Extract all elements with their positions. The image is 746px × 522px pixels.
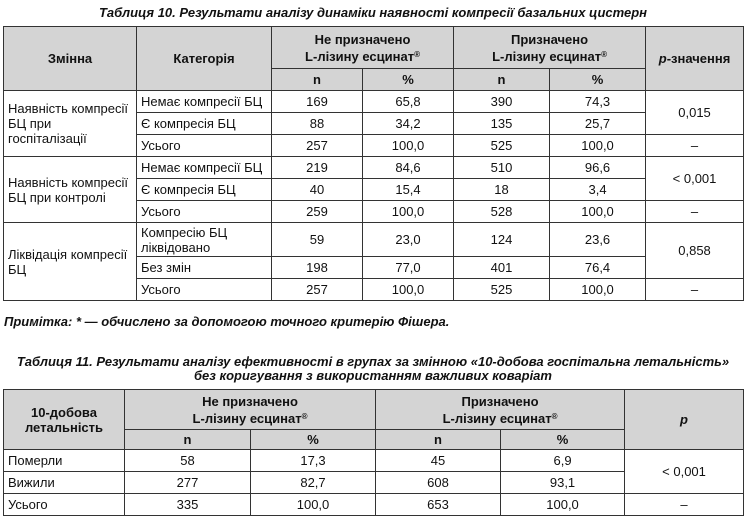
n-cell: 335 — [125, 494, 251, 516]
pct-cell: 23,0 — [363, 223, 454, 257]
n-cell: 219 — [272, 157, 363, 179]
n-cell: 653 — [376, 494, 501, 516]
category-cell: Немає компресії БЦ — [137, 91, 272, 113]
col-header-n: n — [454, 69, 550, 91]
pct-cell: 100,0 — [363, 201, 454, 223]
pct-cell: 100,0 — [550, 201, 646, 223]
n-cell: 525 — [454, 135, 550, 157]
table10-caption: Таблиця 10. Результати аналізу динаміки наявності компресії базальних цистерн — [98, 5, 648, 20]
p-value-cell: – — [646, 279, 744, 301]
n-cell: 169 — [272, 91, 363, 113]
n-cell: 58 — [125, 450, 251, 472]
pct-cell: 93,1 — [501, 472, 625, 494]
pct-cell: 3,4 — [550, 179, 646, 201]
n-cell: 259 — [272, 201, 363, 223]
n-cell: 88 — [272, 113, 363, 135]
col-header-pct: % — [251, 430, 376, 450]
category-cell: Усього — [137, 135, 272, 157]
n-cell: 528 — [454, 201, 550, 223]
variable-cell: Наявність компресії БЦ при госпіталізації — [4, 91, 137, 157]
col-header-pct: % — [363, 69, 454, 91]
col-header-pct: % — [550, 69, 646, 91]
col-header-p-value: p-значення — [646, 27, 744, 91]
table-row — [4, 91, 744, 113]
n-cell: 59 — [272, 223, 363, 257]
category-cell: Усього — [137, 279, 272, 301]
pct-cell: 15,4 — [363, 179, 454, 201]
p-value-cell: – — [625, 494, 744, 516]
outcome-cell: Усього — [4, 494, 125, 516]
pct-cell: 76,4 — [550, 257, 646, 279]
category-cell: Компресію БЦ ліквідовано — [137, 223, 272, 257]
col-header-category: Категорія — [137, 27, 272, 91]
table11-caption-line1: Таблиця 11. Результати аналізу ефективності в групах за змінною «10-добова госпітальна летальність» — [16, 354, 730, 369]
n-cell: 45 — [376, 450, 501, 472]
n-cell: 198 — [272, 257, 363, 279]
n-cell: 510 — [454, 157, 550, 179]
n-cell: 257 — [272, 135, 363, 157]
pct-cell: 17,3 — [251, 450, 376, 472]
variable-cell: Ліквідація компресії БЦ — [4, 223, 137, 301]
category-cell: Усього — [137, 201, 272, 223]
col-header-p: p — [625, 390, 744, 450]
pct-cell: 100,0 — [363, 135, 454, 157]
n-cell: 277 — [125, 472, 251, 494]
p-value-cell: 0,858 — [646, 223, 744, 279]
pct-cell: 6,9 — [501, 450, 625, 472]
pct-cell: 100,0 — [550, 135, 646, 157]
variable-cell: Наявність компресії БЦ при контролі — [4, 157, 137, 223]
category-cell: Є компресія БЦ — [137, 179, 272, 201]
table10 — [3, 26, 744, 301]
n-cell: 608 — [376, 472, 501, 494]
table-row — [4, 157, 744, 179]
n-cell: 124 — [454, 223, 550, 257]
n-cell: 135 — [454, 113, 550, 135]
col-header-prescribed: Призначено L-лізину есцинат® — [376, 390, 625, 430]
n-cell: 40 — [272, 179, 363, 201]
pct-cell: 65,8 — [363, 91, 454, 113]
col-header-n: n — [272, 69, 363, 91]
category-cell: Є компресія БЦ — [137, 113, 272, 135]
pct-cell: 100,0 — [550, 279, 646, 301]
pct-cell: 84,6 — [363, 157, 454, 179]
pct-cell: 77,0 — [363, 257, 454, 279]
pct-cell: 23,6 — [550, 223, 646, 257]
col-header-not-prescribed: Не призначено L-лізину есцинат® — [125, 390, 376, 430]
col-header-pct: % — [501, 430, 625, 450]
pct-cell: 96,6 — [550, 157, 646, 179]
category-cell: Немає компресії БЦ — [137, 157, 272, 179]
n-cell: 18 — [454, 179, 550, 201]
pct-cell: 100,0 — [251, 494, 376, 516]
p-value-cell: – — [646, 135, 744, 157]
p-value-cell: – — [646, 201, 744, 223]
n-cell: 401 — [454, 257, 550, 279]
outcome-cell: Померли — [4, 450, 125, 472]
table11 — [3, 389, 744, 516]
pct-cell: 25,7 — [550, 113, 646, 135]
col-header-not-prescribed: Не призначено L-лізину есцинат® — [272, 27, 454, 69]
outcome-cell: Вижили — [4, 472, 125, 494]
col-header-prescribed: Призначено L-лізину есцинат® — [454, 27, 646, 69]
pct-cell: 74,3 — [550, 91, 646, 113]
pct-cell: 100,0 — [363, 279, 454, 301]
category-cell: Без змін — [137, 257, 272, 279]
table11-caption-line2: без коригування з використанням важливих коваріат — [194, 368, 552, 383]
n-cell: 390 — [454, 91, 550, 113]
table10-note: Примітка: * — обчислено за допомогою точного критерію Фішера. — [4, 314, 450, 329]
n-cell: 525 — [454, 279, 550, 301]
table-row — [4, 494, 744, 516]
pct-cell: 82,7 — [251, 472, 376, 494]
col-header-variable: Змінна — [4, 27, 137, 91]
p-value-cell: 0,015 — [646, 91, 744, 135]
pct-cell: 34,2 — [363, 113, 454, 135]
table-row — [4, 450, 744, 472]
table-row — [4, 223, 744, 257]
pct-cell: 100,0 — [501, 494, 625, 516]
col-header-n: n — [125, 430, 251, 450]
p-value-cell: < 0,001 — [646, 157, 744, 201]
p-value-cell: < 0,001 — [625, 450, 744, 494]
n-cell: 257 — [272, 279, 363, 301]
col-header-n: n — [376, 430, 501, 450]
col-header-mortality: 10-добова летальність — [4, 390, 125, 450]
